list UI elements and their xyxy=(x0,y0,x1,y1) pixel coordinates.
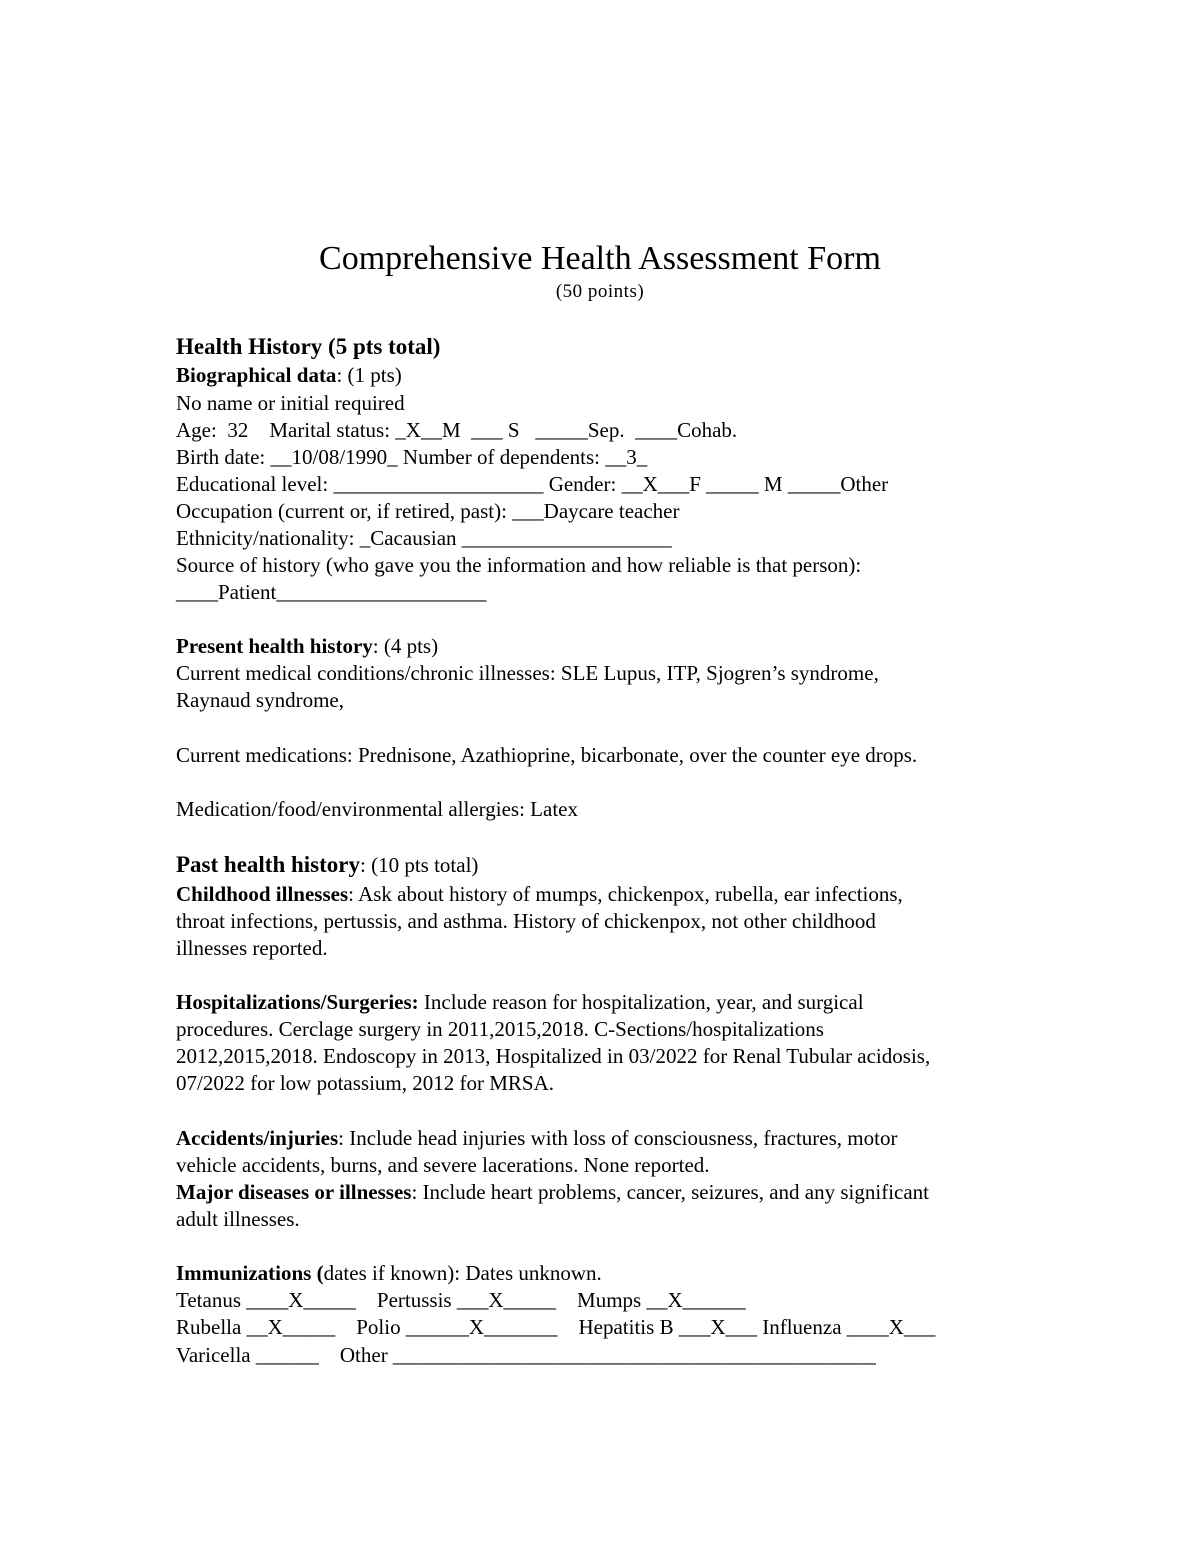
occupation-line: Occupation (current or, if retired, past): ___Daycare teacher xyxy=(176,499,680,523)
immunizations-row-1: Tetanus ____X_____ Pertussis ___X_____ Mumps __X______ xyxy=(176,1288,746,1312)
birth-date-line: Birth date: __10/08/1990_ Number of dependents: __3_ xyxy=(176,445,648,469)
hospitalizations-line-3: 2012,2015,2018. Endoscopy in 2013, Hospitalized in 03/2022 for Renal Tubular acidosis, xyxy=(176,1044,931,1068)
medications-line: Current medications: Prednisone, Azathioprine, bicarbonate, over the counter eye drops. xyxy=(176,743,918,767)
ethnicity-line: Ethnicity/nationality: _Cacausian ____________________ xyxy=(176,526,672,550)
allergies-line: Medication/food/environmental allergies: Latex xyxy=(176,797,578,821)
conditions-line-2: Raynaud syndrome, xyxy=(176,688,344,712)
education-gender-line: Educational level: ____________________ Gender: __X___F _____ M _____Other xyxy=(176,472,889,496)
no-name-line: No name or initial required xyxy=(176,391,405,415)
hospitalizations-line-1 xyxy=(176,989,864,1016)
age-marital-line: Age: 32 Marital status: _X__M ___ S _____Sep. ____Cohab. xyxy=(176,418,738,442)
source-of-history-line: Source of history (who gave you the information and how reliable is that person): xyxy=(176,553,862,577)
childhood-line-2: throat infections, pertussis, and asthma. History of chickenpox, not other childhood xyxy=(176,909,876,933)
hospitalizations-label: Hospitalizations/Surgeries: xyxy=(176,990,419,1014)
hospitalizations-line-2: procedures. Cerclage surgery in 2011,2015,2018. C-Sections/hospitalizations xyxy=(176,1017,824,1041)
immunizations-text: dates if known): Dates unknown. xyxy=(323,1261,602,1285)
past-history-pts: : (10 pts total) xyxy=(360,853,479,877)
childhood-line-1 xyxy=(176,881,903,908)
major-diseases-line-1 xyxy=(176,1179,929,1206)
health-history-heading: Health History (5 pts total) xyxy=(176,334,441,359)
immunizations-line xyxy=(176,1260,602,1287)
accidents-line-1 xyxy=(176,1125,897,1152)
major-diseases-line-2: adult illnesses. xyxy=(176,1207,300,1231)
major-diseases-text-1: : Include heart problems, cancer, seizures, and any significant xyxy=(411,1180,930,1204)
accidents-label: Accidents/injuries xyxy=(176,1126,339,1150)
hospitalizations-line-4: 07/2022 for low potassium, 2012 for MRSA. xyxy=(176,1071,554,1095)
present-history-heading xyxy=(176,633,438,660)
childhood-label: Childhood illnesses xyxy=(176,882,349,906)
past-history-heading xyxy=(176,851,478,879)
immunizations-row-2: Rubella __X_____ Polio ______X_______ Hepatitis B ___X___ Influenza ____X___ xyxy=(176,1315,936,1339)
biographical-data-pts: : (1 pts) xyxy=(336,363,402,387)
hospitalizations-text-1: Include reason for hospitalization, year, and surgical xyxy=(418,990,864,1014)
biographical-data-line xyxy=(176,362,402,389)
biographical-data-label: Biographical data xyxy=(176,363,337,387)
major-diseases-label: Major diseases or illnesses xyxy=(176,1180,412,1204)
present-history-label: Present health history xyxy=(176,634,373,658)
conditions-line-1: Current medical conditions/chronic illnesses: SLE Lupus, ITP, Sjogren’s syndrome, xyxy=(176,661,879,685)
past-history-label: Past health history xyxy=(176,852,360,877)
page-title: Comprehensive Health Assessment Form xyxy=(319,240,881,277)
childhood-line-3: illnesses reported. xyxy=(176,936,328,960)
source-answer-line: ____Patient____________________ xyxy=(176,580,487,604)
page-subtitle: (50 points) xyxy=(555,281,645,302)
accidents-line-2: vehicle accidents, burns, and severe lacerations. None reported. xyxy=(176,1153,710,1177)
childhood-text-1: : Ask about history of mumps, chickenpox, rubella, ear infections, xyxy=(348,882,903,906)
immunizations-label: Immunizations ( xyxy=(176,1261,324,1285)
accidents-text-1: : Include head injuries with loss of consciousness, fractures, motor xyxy=(338,1126,898,1150)
present-history-pts: : (4 pts) xyxy=(372,634,439,658)
immunizations-row-3: Varicella ______ Other ______________________________________________ xyxy=(176,1343,876,1367)
